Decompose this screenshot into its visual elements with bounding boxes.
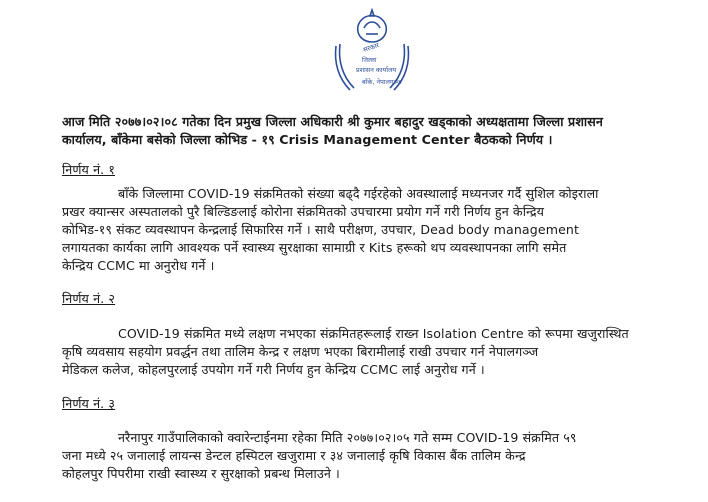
decision-text-line: कृषि व्यवसाय सहयोग प्रवर्द्धन तथा तालिम केन्द्र र लक्षण भएका बिरामीलाई राखी उपचार गर्न नेपालगञ्ज [62, 344, 539, 359]
decision-text-line: नरैनापुर गाउँपालिकाको क्वारेन्टाईनमा रहेका मिति २०७७।०२।०५ गते सम्म COVID-19 संक्रमित ५९ [118, 430, 577, 445]
decision-heading: निर्णय नं. २ [62, 291, 116, 306]
intro-line: कार्यालय, बाँकेमा बसेको जिल्ला कोभिड - १९ Crisis Management Center बैठकको निर्णय । [62, 132, 553, 147]
svg-text:प्रशासन कार्यालय: प्रशासन कार्यालय [356, 66, 397, 74]
decision-text-line: केन्द्रिय CCMC मा अनुरोध गर्ने । [62, 258, 215, 273]
decision-text-line: बाँके जिल्लामा COVID-19 संक्रमितको संख्या बढ्दै गईरहेको अवस्थालाई मध्यनजर गर्दै सुशिल कोइराला [118, 186, 599, 201]
decision-heading: निर्णय नं. १ [62, 162, 116, 177]
decision-text-line: मेडिकल कलेज, कोहलपुरलाई उपयोग गर्ने गरी निर्णय हुन केन्द्रिय CCMC लाई अनुरोध गर्ने । [62, 362, 485, 377]
decision-text-line: कोहलपुर पिपरीमा राखी स्वास्थ्य र सुरक्षाको प्रबन्ध मिलाउने । [62, 466, 340, 481]
intro-line: आज मिति २०७७।०२।०८ गतेका दिन प्रमुख जिल्ला अधिकारी श्री कुमार बहादुर खड्काको अध्यक्षतामा जिल्ला प्रशासन [62, 114, 603, 129]
svg-text:बाँके, नेपालगञ्ज: बाँके, नेपालगञ्ज [362, 78, 402, 86]
decision-text-line: COVID-19 संक्रमित मध्ये लक्षण नभएका संक्रमितहरूलाई राख्न Isolation Centre को रूपमा खजुरास्थित [118, 326, 629, 341]
decision-text-line: लगायतका कार्यका लागि आवश्यक पर्ने स्वास्थ्य सुरक्षाका सामाग्री र Kits हरूको थप व्यवस्थापनका लागि समेत [62, 240, 567, 255]
decision-text-line: कोभिड-१९ संकट व्यवस्थापन केन्द्रलाई सिफारिस गर्ने । साथै परीक्षण, उपचार, Dead body management [62, 222, 580, 237]
decision-text-line: प्रखर क्यान्सर अस्पतालको पुरै बिल्डिङलाई कोरोना संक्रमितको उपचारमा प्रयोग गर्ने गरी निर्णय हुन केन्द्रिय [62, 204, 545, 219]
svg-text:जिल्ला: जिल्ला [362, 57, 377, 64]
svg-text:सरकार: सरकार [362, 41, 381, 54]
decision-heading: निर्णय नं. ३ [62, 396, 116, 411]
decision-text-line: जना मध्ये २५ जनालाई लायन्स डेन्टल हस्पिटल खजुरामा र ३४ जनालाई कृषि विकास बैंक तालिम केन्द्र [62, 448, 526, 463]
